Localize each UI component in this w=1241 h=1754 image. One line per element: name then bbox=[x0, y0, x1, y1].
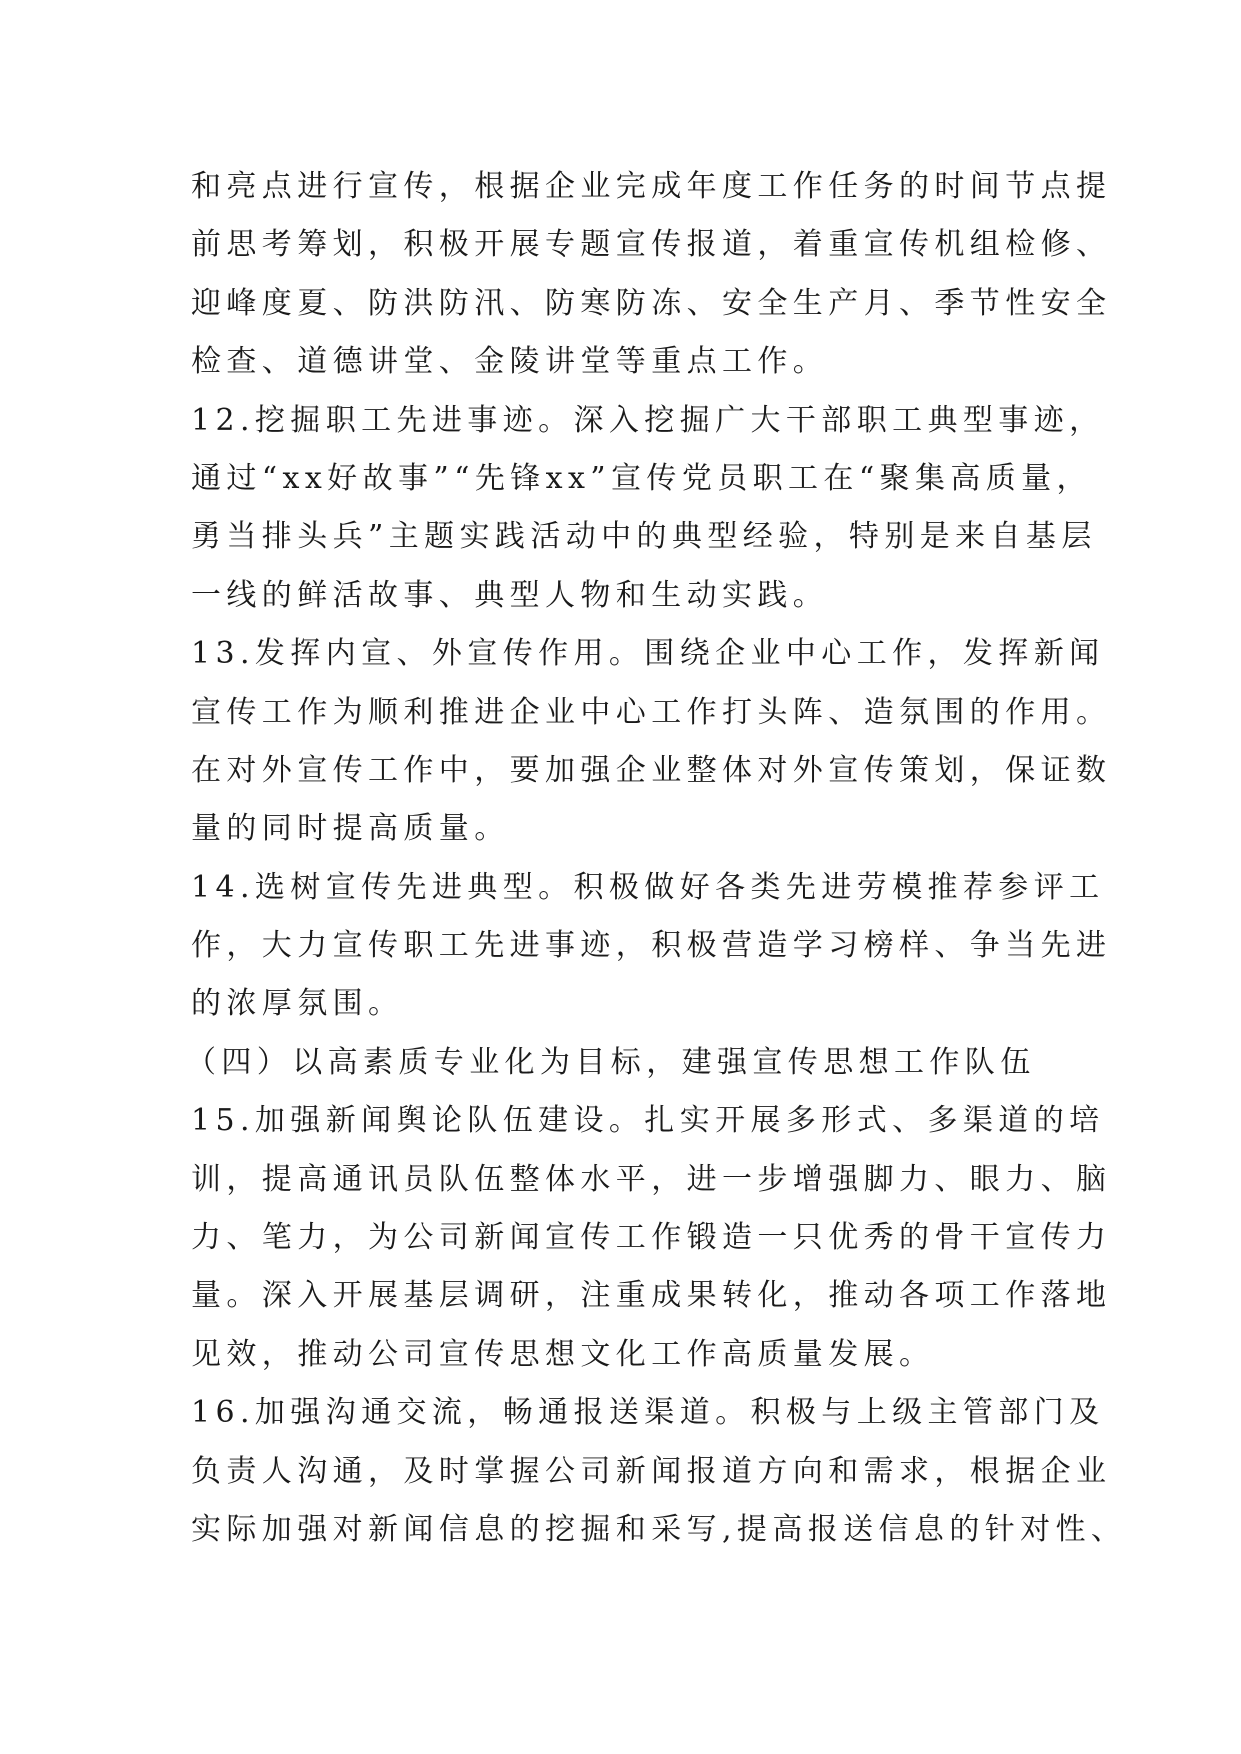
text-line: 前思考筹划，积极开展专题宣传报道，着重宣传机组检修、 bbox=[191, 227, 1112, 263]
text-line: 一线的鲜活故事、典型人物和生动实践。 bbox=[191, 577, 829, 613]
text-line: 在对外宣传工作中，要加强企业整体对外宣传策划，保证数 bbox=[191, 752, 1112, 788]
text-line: 勇当排头兵”主题实践活动中的典型经验，特别是来自基层 bbox=[191, 519, 1097, 555]
text-line: 迎峰度夏、防洪防汛、防寒防冻、安全生产月、季节性安全 bbox=[191, 285, 1112, 321]
text-line: 的浓厚氛围。 bbox=[191, 986, 404, 1022]
text-line: 见效，推动公司宣传思想文化工作高质量发展。 bbox=[191, 1336, 935, 1372]
text-line: 作，大力宣传职工先进事迹，积极营造学习榜样、争当先进 bbox=[191, 928, 1112, 964]
item-13-heading-line: 13.发挥内宣、外宣传作用。围绕企业中心工作，发挥新闻 bbox=[191, 636, 1105, 672]
text-line: 力、笔力，为公司新闻宣传工作锻造一只优秀的骨干宣传力 bbox=[191, 1220, 1112, 1256]
section-four-heading: （四）以高素质专业化为目标，建强宣传思想工作队伍 bbox=[186, 1044, 1036, 1080]
text-line: 通过“xx好故事”“先锋xx”宣传党员职工在“聚集高质量， bbox=[191, 460, 1092, 496]
text-line: 训，提高通讯员队伍整体水平，进一步增强脚力、眼力、脑 bbox=[191, 1161, 1112, 1197]
text-line: 量的同时提高质量。 bbox=[191, 811, 510, 847]
item-12-heading-line: 12.挖掘职工先进事迹。深入挖掘广大干部职工典型事迹， bbox=[191, 402, 1105, 438]
text-line: 负责人沟通，及时掌握公司新闻报道方向和需求，根据企业 bbox=[191, 1453, 1112, 1489]
text-line: 和亮点进行宣传，根据企业完成年度工作任务的时间节点提 bbox=[191, 169, 1112, 204]
item-16-heading-line: 16.加强沟通交流，畅通报送渠道。积极与上级主管部门及 bbox=[191, 1395, 1105, 1431]
text-line: 实际加强对新闻信息的挖掘和采写,提高报送信息的针对性、 bbox=[191, 1511, 1127, 1547]
item-14-heading-line: 14.选树宣传先进典型。积极做好各类先进劳模推荐参评工 bbox=[191, 869, 1105, 905]
text-line: 宣传工作为顺利推进企业中心工作打头阵、造氛围的作用。 bbox=[191, 694, 1112, 730]
item-15-heading-line: 15.加强新闻舆论队伍建设。扎实开展多形式、多渠道的培 bbox=[191, 1103, 1105, 1139]
text-line: 量。深入开展基层调研，注重成果转化，推动各项工作落地 bbox=[191, 1278, 1112, 1314]
body-text bbox=[186, 158, 1127, 1559]
text-line: 检查、道德讲堂、金陵讲堂等重点工作。 bbox=[191, 344, 829, 380]
